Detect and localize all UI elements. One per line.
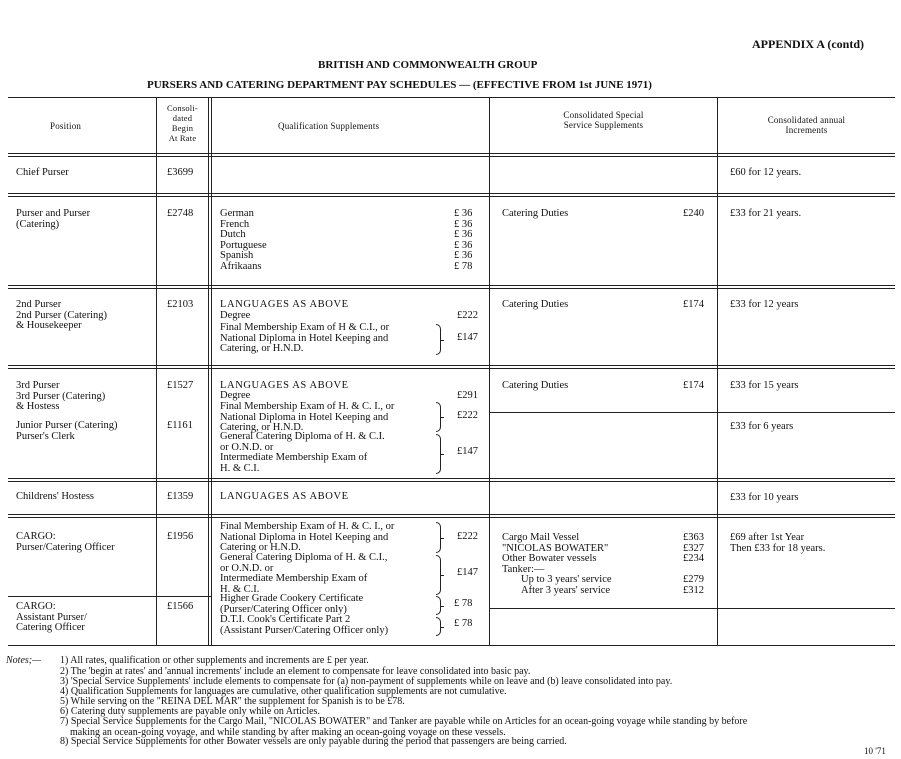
col-divider: [211, 98, 212, 645]
note-item: 8) Special Service Supplements for other Bowater vessels are only payable during the period that passengers are being carried.: [60, 736, 567, 747]
header-rule-2: [8, 156, 895, 157]
qual-cookery-amount: £ 78: [454, 598, 473, 609]
special-amount-purser: £240: [683, 208, 704, 219]
qual-final-membership: Final Membership Exam of H. & C. I., or National Diploma in Hotel Keeping and Catering, or H.N.D.: [220, 401, 395, 433]
rate-childrens-hostess: £1359: [167, 491, 194, 502]
row-rule-partial: [490, 608, 895, 609]
rate-2nd-purser: £2103: [167, 299, 194, 310]
brace: [436, 434, 441, 474]
qual-general-amount: £147: [457, 446, 478, 457]
col-divider: [208, 98, 209, 645]
rate-junior-purser: £1161: [167, 420, 193, 431]
note-item: 3) 'Special Service Supplements' include elements to compensate for (a) non-payment of supplements while on leave and (b) leave consolidated into pay.: [60, 676, 673, 687]
position-cargo-assistant: CARGO: Assistant Purser/ Catering Officer: [16, 601, 87, 633]
page-footer: 10 '71: [864, 746, 886, 756]
schedule-title: PURSERS AND CATERING DEPARTMENT PAY SCHEDULES — (EFFECTIVE FROM 1st JUNE 1971): [147, 79, 652, 91]
position-2nd-purser: 2nd Purser 2nd Purser (Catering) & Housekeeper: [16, 299, 107, 331]
note-item: 2) The 'begin at rates' and 'annual increments' include an element to compensate for leave consolidated into basic pay.: [60, 666, 531, 677]
qual-dti-amount: £ 78: [454, 618, 473, 629]
rate-3rd-purser: £1527: [167, 380, 194, 391]
position-chief-purser: Chief Purser: [16, 167, 69, 178]
qual-degree-amount: £222: [457, 310, 478, 321]
appendix-label: APPENDIX A (contd): [752, 37, 865, 51]
qual-final-membership: Final Membership Exam of H & C.I., or National Diploma in Hotel Keeping and Catering, or H.N.D.: [220, 322, 390, 354]
row-rule: [8, 365, 895, 366]
special-purser: Catering Duties: [502, 208, 569, 219]
brace: [436, 522, 441, 553]
qual-final-membership: Final Membership Exam of H. & C. I., or National Diploma in Hotel Keeping and Catering or H.N.D.: [220, 521, 395, 553]
qual-dti-certificate: D.T.I. Cook's Certificate Part 2 (Assistant Purser/Catering Officer only): [220, 614, 389, 636]
table-bottom-rule: [8, 645, 895, 646]
special-cargo: Cargo Mail Vessel "NICOLAS BOWATER" Other Bowater vessels Tanker:—: [502, 532, 609, 575]
tanker-amounts: £279 £312: [683, 574, 704, 596]
qual-cookery-certificate: Higher Grade Cookery Certificate (Purser/Catering Officer only): [220, 593, 364, 615]
header-rule: [8, 153, 895, 154]
special-amount-2nd-purser: £174: [683, 299, 704, 310]
row-rule: [8, 285, 895, 286]
qual-final-amount: £222: [457, 531, 478, 542]
row-rule-2: [8, 368, 895, 369]
increment-purser: £33 for 21 years.: [730, 208, 802, 219]
header-special-service: Consolidated Special Service Supplements: [563, 110, 644, 130]
position-3rd-purser: 3rd Purser 3rd Purser (Catering) & Hostess: [16, 380, 106, 412]
qual-degree-amount: £291: [457, 390, 478, 401]
row-rule-2: [8, 196, 895, 197]
row-rule-partial: [8, 596, 212, 597]
rate-purser: £2748: [167, 208, 194, 219]
brace: [436, 402, 441, 432]
col-divider: [717, 98, 718, 645]
brace: [436, 555, 441, 595]
col-divider: [489, 98, 490, 645]
row-rule-2: [8, 517, 895, 518]
qual-degree: Degree: [220, 310, 251, 321]
qual-general-catering: General Catering Diploma of H. & C.I. or O.N.D. or Intermediate Membership Exam of H. & C.I.: [220, 431, 385, 474]
language-amounts: £ 36 £ 36 £ 36 £ 36 £ 36 £ 78: [454, 208, 473, 272]
note-item: 1) All rates, qualification or other supplements and increments are £ per year.: [60, 655, 369, 666]
group-title: BRITISH AND COMMONWEALTH GROUP: [318, 59, 538, 71]
col-divider: [156, 98, 157, 645]
rate-chief-purser: £3699: [167, 167, 194, 178]
position-junior-purser: Junior Purser (Catering) Purser's Clerk: [16, 420, 118, 442]
languages-as-above: LANGUAGES AS ABOVE: [220, 491, 349, 502]
header-begin-rate: Consoli- dated Begin At Rate: [167, 103, 198, 143]
special-amount-3rd-purser: £174: [683, 380, 704, 391]
position-childrens-hostess: Childrens' Hostess: [16, 491, 95, 502]
brace: [436, 596, 441, 615]
header-position: Position: [50, 121, 82, 131]
languages-as-above: LANGUAGES AS ABOVE: [220, 380, 349, 391]
qual-general-catering: General Catering Diploma of H. & C.I., or O.N.D. or Intermediate Membership Exam of H. & C.I.: [220, 552, 388, 595]
position-purser: Purser and Purser (Catering): [16, 208, 91, 230]
increment-chief-purser: £60 for 12 years.: [730, 167, 802, 178]
increment-junior-purser: £33 for 6 years: [730, 421, 794, 432]
note-item: 6) Catering duty supplements are payable only while on Articles.: [60, 706, 320, 717]
increment-2nd-purser: £33 for 12 years: [730, 299, 799, 310]
row-rule-2: [8, 481, 895, 482]
row-rule-partial: [490, 412, 895, 413]
row-rule: [8, 193, 895, 194]
increment-cargo-purser: £69 after 1st Year Then £33 for 18 years.: [730, 532, 826, 554]
row-rule: [8, 478, 895, 479]
header-increments: Consolidated annual Increments: [767, 115, 846, 135]
special-3rd-purser: Catering Duties: [502, 380, 569, 391]
qual-degree: Degree: [220, 390, 251, 401]
notes-label: Notes;—: [6, 655, 41, 666]
note-item: 5) While serving on the "REINA DEL MAR" the supplement for Spanish is to be £78.: [60, 696, 405, 707]
languages-as-above: LANGUAGES AS ABOVE: [220, 299, 349, 310]
qual-general-amount: £147: [457, 567, 478, 578]
row-rule-2: [8, 288, 895, 289]
increment-3rd-purser: £33 for 15 years: [730, 380, 799, 391]
tanker-service: Up to 3 years' service After 3 years' service: [521, 574, 612, 596]
note-item: 7) Special Service Supplements for the Cargo Mail, "NICOLAS BOWATER" and Tanker are payable while on Articles for an ocean-going voyage while standing by before making an ocean-going voyage, and while standing by after making an ocean-going voyage on these vessels.: [60, 716, 748, 738]
rate-cargo-assistant: £1566: [167, 601, 194, 612]
header-qualification: Qualification Supplements: [278, 121, 380, 131]
special-2nd-purser: Catering Duties: [502, 299, 569, 310]
qual-final-amount: £147: [457, 332, 478, 343]
brace: [436, 324, 441, 355]
position-cargo-purser: CARGO: Purser/Catering Officer: [16, 531, 115, 553]
brace: [436, 617, 441, 636]
rate-cargo-purser: £1956: [167, 531, 194, 542]
qual-final-amount: £222: [457, 410, 478, 421]
note-item: 4) Qualification Supplements for languages are cumulative, other qualification supplements are not cumulative.: [60, 686, 507, 697]
language-list: German French Dutch Portuguese Spanish Afrikaans: [220, 208, 267, 272]
table-top-rule: [8, 97, 895, 98]
row-rule: [8, 514, 895, 515]
special-amounts-cargo: £363 £327 £234: [683, 532, 704, 564]
increment-childrens-hostess: £33 for 10 years: [730, 492, 799, 503]
